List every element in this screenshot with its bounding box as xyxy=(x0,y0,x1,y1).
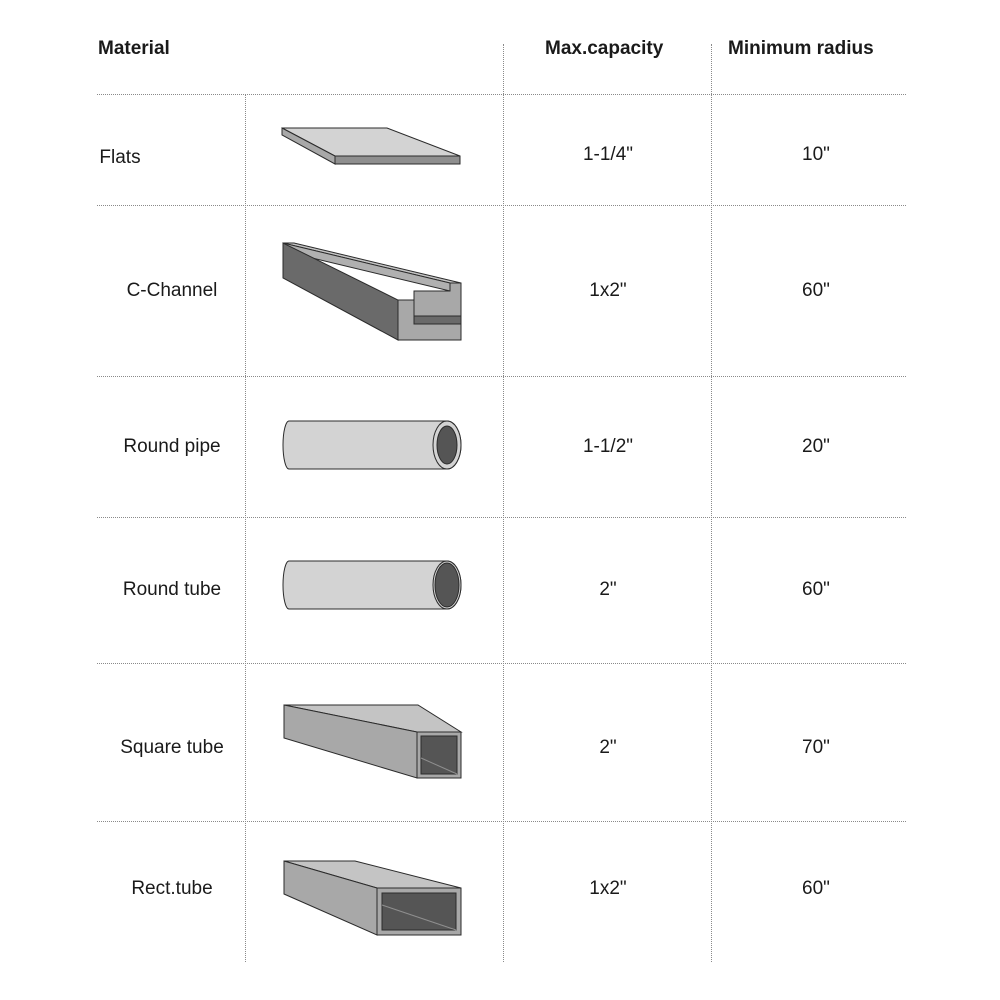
header-max-capacity: Max.capacity xyxy=(545,38,664,59)
material-name: C-Channel xyxy=(126,280,218,301)
flat-bar-icon xyxy=(275,118,470,178)
max-capacity-value: 2" xyxy=(599,579,617,600)
column-divider xyxy=(711,44,712,962)
column-divider xyxy=(245,94,246,962)
square-tube-icon xyxy=(275,700,470,785)
minimum-radius-value: 10" xyxy=(802,144,830,165)
material-name: Rect.tube xyxy=(131,878,213,899)
minimum-radius-value: 20" xyxy=(802,436,830,457)
round-pipe-icon xyxy=(275,415,470,475)
row-divider xyxy=(97,517,906,518)
material-name: Flats xyxy=(99,147,141,168)
rect-tube-icon xyxy=(275,856,470,941)
row-divider xyxy=(97,821,906,822)
material-name: Square tube xyxy=(120,737,224,758)
minimum-radius-value: 60" xyxy=(802,280,830,301)
max-capacity-value: 1-1/4" xyxy=(582,144,634,165)
material-name: Round pipe xyxy=(123,436,221,457)
minimum-radius-value: 70" xyxy=(802,737,830,758)
max-capacity-value: 2" xyxy=(599,737,617,758)
row-divider xyxy=(97,205,906,206)
row-divider xyxy=(97,663,906,664)
max-capacity-value: 1-1/2" xyxy=(582,436,634,457)
header-minimum-radius: Minimum radius xyxy=(728,38,874,59)
row-divider xyxy=(97,376,906,377)
max-capacity-value: 1x2" xyxy=(589,878,627,899)
column-divider xyxy=(503,44,504,962)
c-channel-icon xyxy=(275,236,470,346)
minimum-radius-value: 60" xyxy=(802,579,830,600)
minimum-radius-value: 60" xyxy=(802,878,830,899)
row-divider xyxy=(97,94,906,95)
round-tube-icon xyxy=(275,555,470,615)
material-name: Round tube xyxy=(122,579,222,600)
max-capacity-value: 1x2" xyxy=(589,280,627,301)
header-material: Material xyxy=(98,38,170,59)
